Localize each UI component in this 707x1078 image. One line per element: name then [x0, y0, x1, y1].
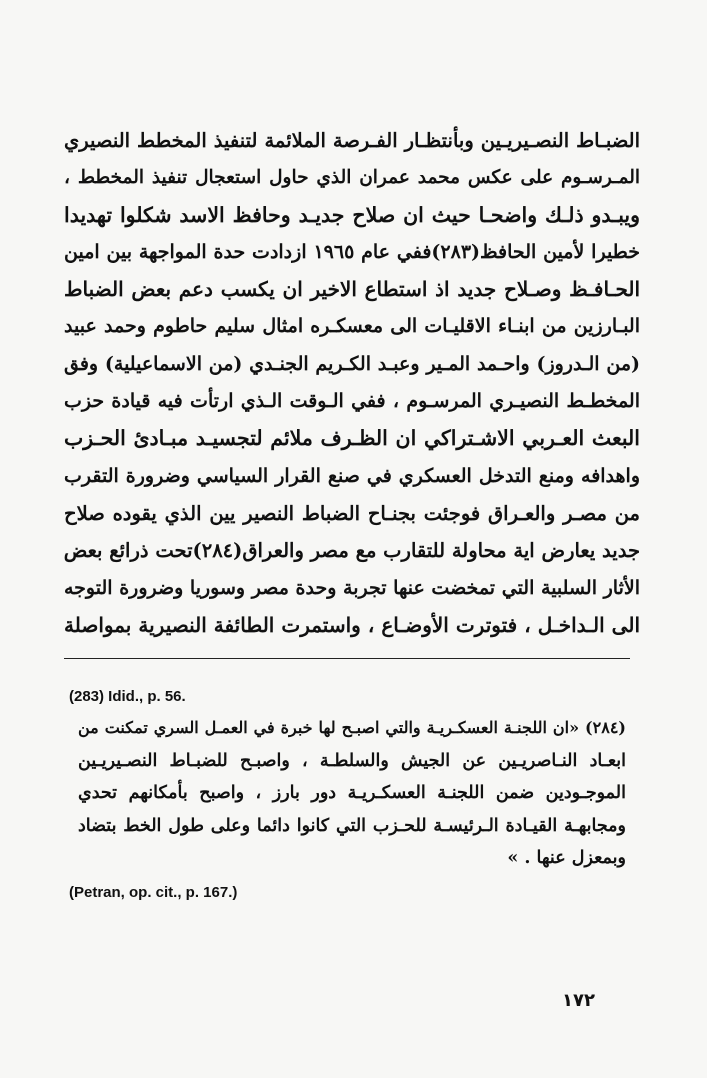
footnote-line: ومجابهـة القيـادة الـرئيسـة للحـزب التي كانوا دائما وعلى طول الخط بتضاد	[78, 815, 626, 836]
body-line: خطيرا لأمين الحافظ(٢٨٣)ففي عام ١٩٦٥ ازدادت حدة المواجهة بين امين	[64, 240, 641, 263]
body-line: الحـافـظ وصـلاح جديد اذ استطاع الاخير ان يكسب دعم بعض الضباط	[64, 277, 640, 302]
body-line: البـارزين من ابنـاء الاقليـات الى معسكـره امثال سليم حاطوم وحمد عبيد	[64, 315, 640, 338]
footnote-284	[78, 712, 626, 875]
body-text	[64, 122, 640, 644]
body-line: من مصـر والعـراق فوجئت بجنـاح الضباط النصير يين الذي يقوده صلاح	[64, 501, 640, 525]
body-line: المخطـط النصيـري المرسـوم ، ففي الـوقت الـذي ارتأت فيه قيادة حزب	[64, 390, 640, 413]
body-line: جديد يعارض اية محاولة للتقارب مع مصر والعراق(٢٨٤)تحت ذرائع بعض	[63, 539, 640, 563]
footnote-283: (283) Idid., p. 56.	[69, 688, 186, 705]
footnote-line: ابعـاد النـاصريـين عن الجيش والسلطـة ، واصبـح للضبـاط النصـيريـين	[78, 750, 626, 771]
body-line: الأثار السلبية التي تمخضت عنها تجربة وحدة مصر وسوريا وضرورة التوجه	[64, 576, 640, 599]
body-line: ويبـدو ذلـك واضحـا حيث ان صلاح جديـد وحافظ الاسد شكلوا تهديدا	[64, 202, 640, 227]
page-number: ١٧٢	[562, 990, 595, 1011]
body-line: الى الـداخـل ، فتوترت الأوضـاع ، واستمرت الطائفة النصيرية بمواصلة	[64, 612, 640, 637]
footnote-284-source: (Petran, op. cit., p. 167.)	[69, 884, 238, 901]
body-line: واهدافه ومنع التدخل العسكري في صنع القرار السياسي وضرورة التقرب	[64, 464, 640, 487]
body-line: المـرسـوم على عكس محمد عمران الذي حاول استعجال تنفيذ المخطط ،	[64, 167, 640, 189]
footnote-line: (٢٨٤) «ان اللجنـة العسكـريـة والتي اصبـح لها خبرة في العمـل السري تمكنت من	[78, 718, 626, 737]
body-line: الضبـاط النصـيريـين وبأنتظـار الفـرصة الملائمة لتنفيذ المخطط النصيري	[64, 129, 640, 152]
body-line: (من الـدروز) واحـمد المـير وعبـد الكـريم الجنـدي (من الاسماعيلية) وفق	[64, 352, 640, 375]
footnote-line: الموجـودين ضمن اللجنـة العسكـريـة دور بارز ، واصبح بأمكانهم تحدي	[78, 783, 626, 803]
body-line: البعث العـربي الاشـتراكي ان الظـرف ملائم لتجسيـد مبـادئ الحـزب	[64, 426, 640, 451]
footnote-line: وبمعزل عنها . »	[507, 848, 626, 868]
footnote-divider	[64, 658, 630, 659]
